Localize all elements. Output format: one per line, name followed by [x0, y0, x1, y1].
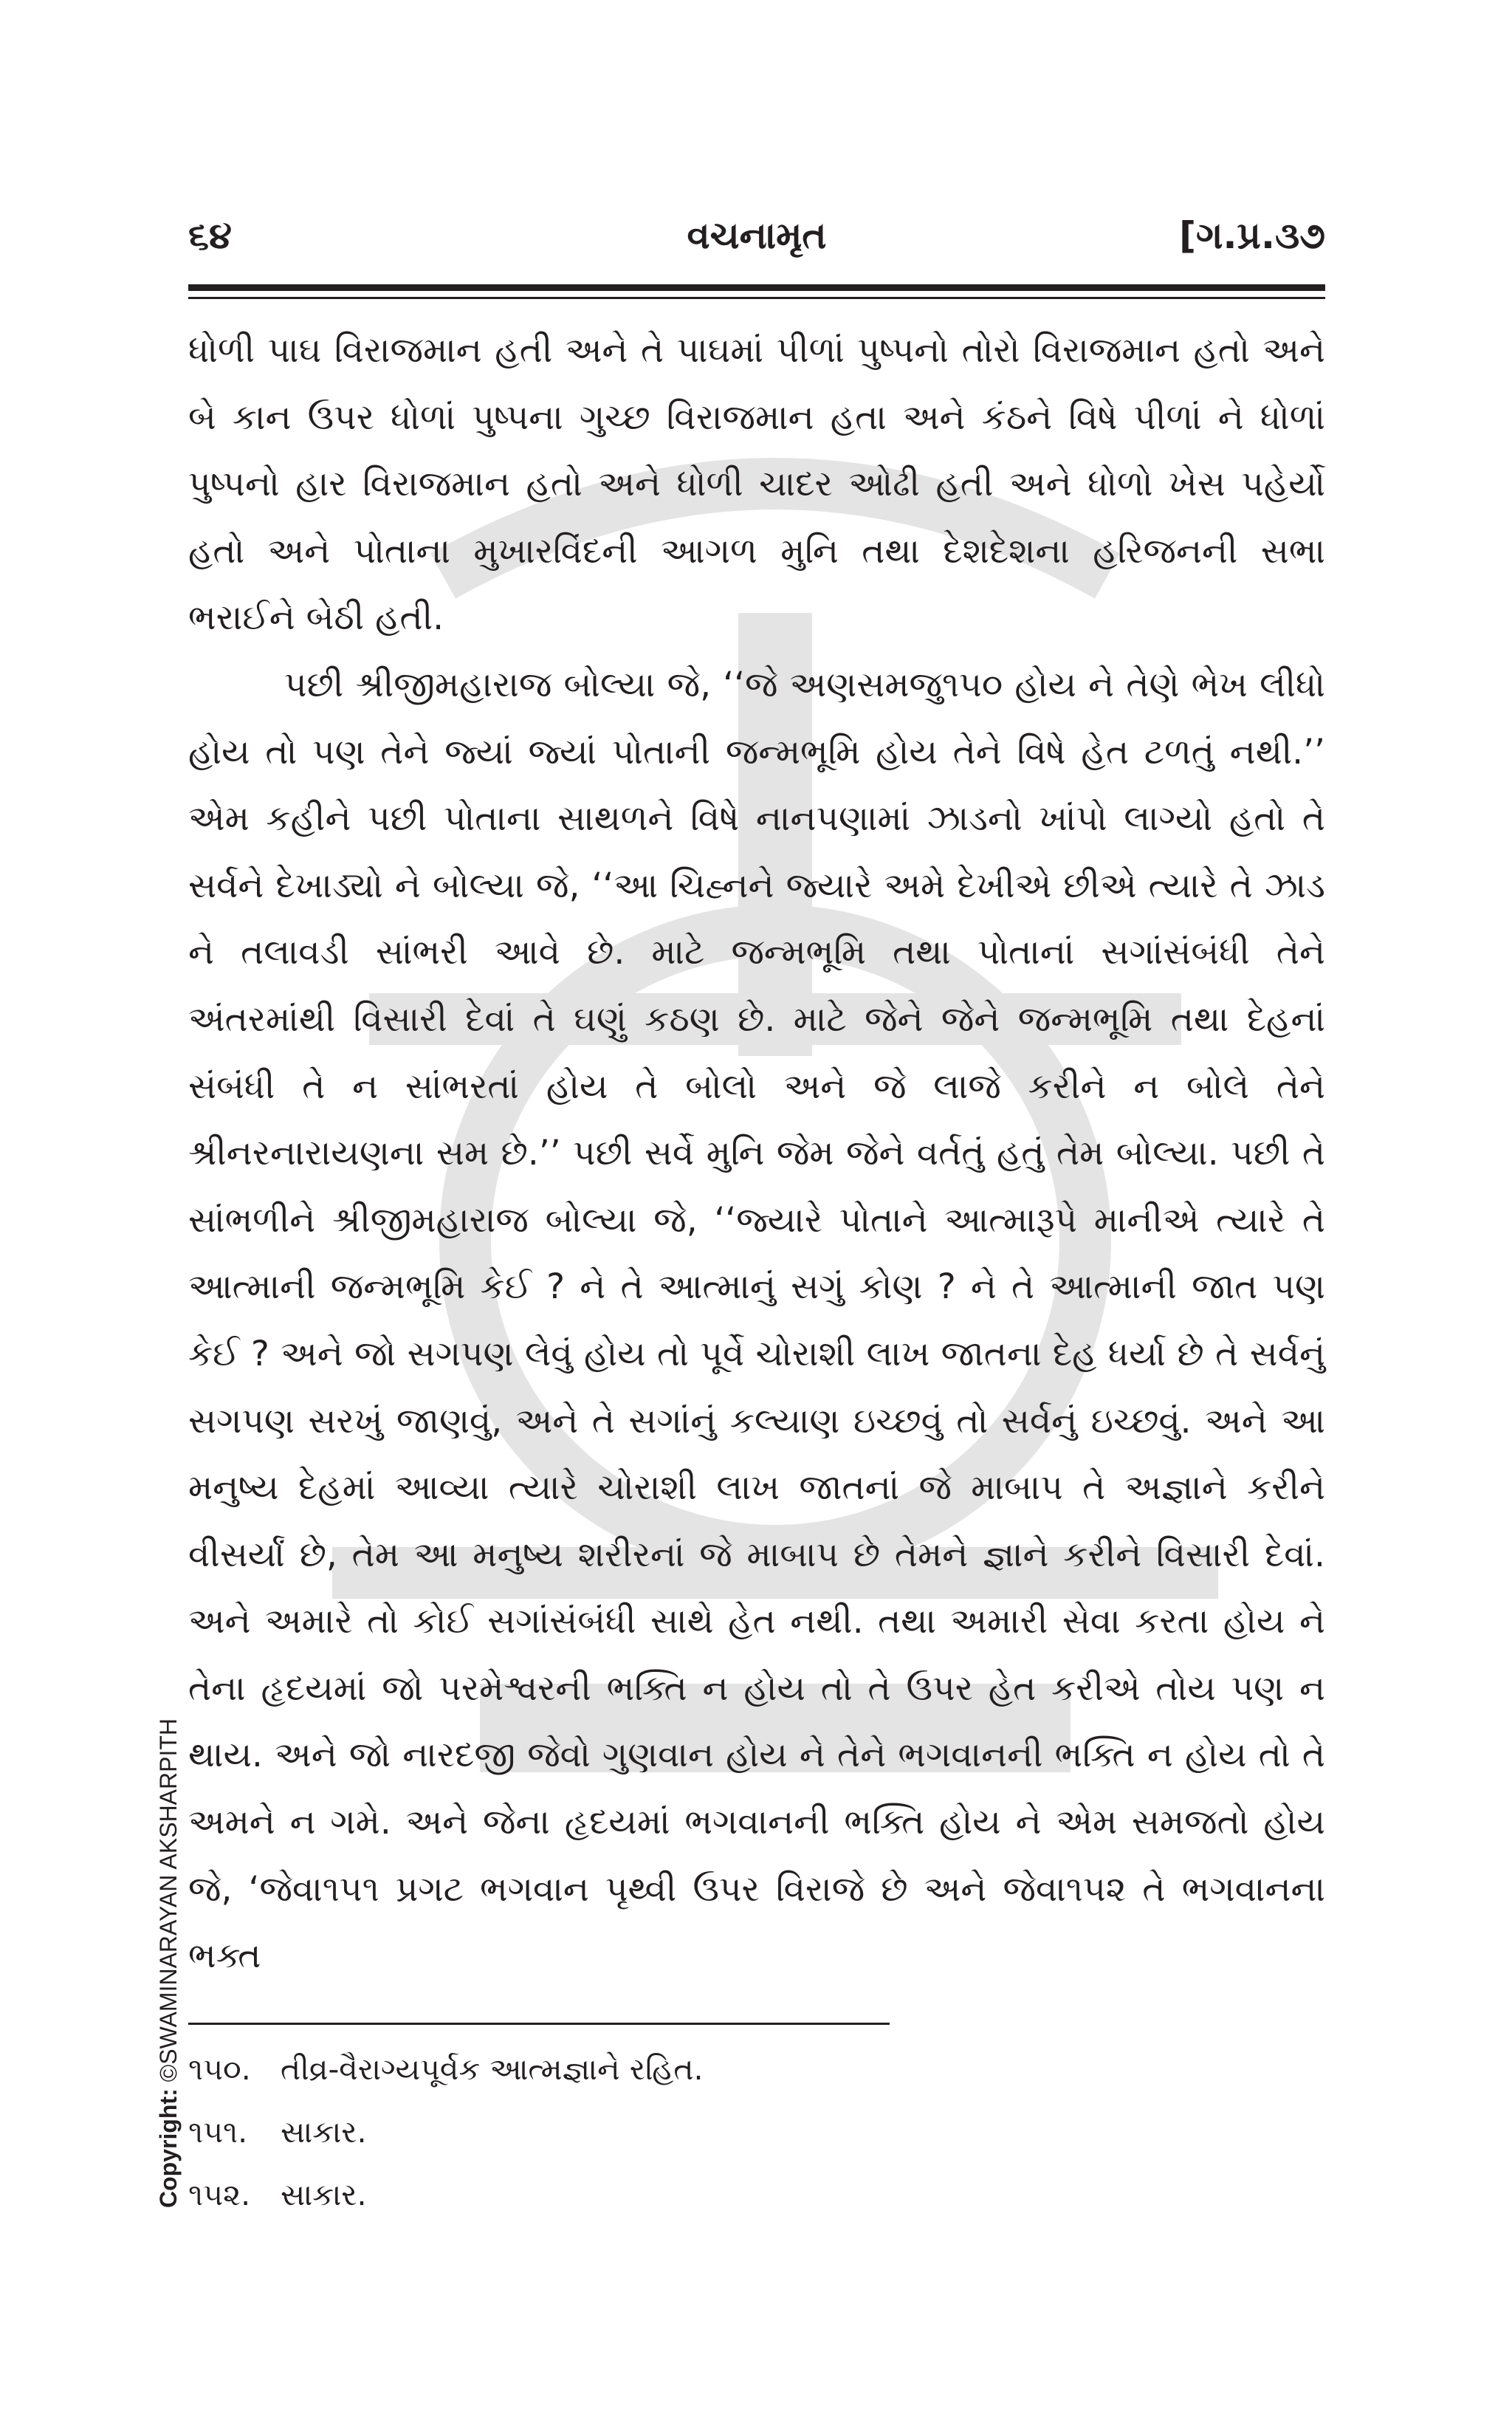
paragraph: પછી શ્રીજીમહારાજ બોલ્યા જે, ‘‘જે અણસમજુ૧૫૦ હોય ને તેણે ભેખ લીધો હોય તો પણ તેને જ્યાં જ્યાં પોતાની જન્મભૂમિ હોય તેને વિષે હેત ટળતું નથી.’’ એમ કહીને પછી પોતાના સાથળને વિષે નાનપણામાં ઝાડનો ખાંપો લાગ્યો હતો તે સર્વને દેખાડ્યો ને બોલ્યા જે, ‘‘આ ચિહ્નને જ્યારે અમે દેખીએ છીએ ત્યારે તે ઝાડ ને તલાવડી સાંભરી આવે છે. માટે જન્મભૂમિ તથા પોતાનાં સગાંસંબંધી તેને અંતરમાંથી વિસારી દેવાં તે ઘણું કઠણ છે. માટે જેને જેને જન્મભૂમિ તથા દેહનાં સંબંધી તે ન સાંભરતાં હોય તે બોલો અને જે લાજે કરીને ન બોલે તેને શ્રીનરનારાયણના સમ છે.’’ પછી સર્વે મુનિ જેમ જેને વર્તતું હતું તેમ બોલ્યા. પછી તે સાંભળીને શ્રીજીમહારાજ બોલ્યા જે, ‘‘જ્યારે પોતાને આત્મારૂપે માનીએ ત્યારે તે આત્માની જન્મભૂમિ કેઈ ? ને તે આત્માનું સગું કોણ ? ને તે આત્માની જાત પણ કેઈ ? અને જો સગપણ લેવું હોય તો પૂર્વે ચોરાશી લાખ જાતના દેહ ધર્યા છે તે સર્વનું સગપણ સરખું જાણવું, અને તે સગાંનું કલ્યાણ ઇચ્છવું તો સર્વનું ઇચ્છવું. અને આ મનુષ્ય દેહમાં આવ્યા ત્યારે ચોરાશી લાખ જાતનાં જે માબાપ તે અજ્ઞાને કરીને વીસર્યાં છે, તેમ આ મનુષ્ય શરીરનાં જે માબાપ છે તેમને જ્ઞાને કરીને વિસારી દેવાં. અને અમારે તો કોઈ સગાંસંબંધી સાથે હેત નથી. તથા અમારી સેવા કરતા હોય ને તેના હૃદયમાં જો પરમેશ્વરની ભક્તિ ન હોય તો તે ઉપર હેત કરીએ તોય પણ ન થાય. અને જો નારદજી જેવો ગુણવાન હોય ને તેને ભગવાનની ભક્તિ ન હોય તો તે અમને ન ગમે. અને જેના હૃદયમાં ભગવાનની ભક્તિ હોય ને એમ સમજતો હોય જે, ‘જેવા૧૫૧ પ્રગટ ભગવાન પૃથ્વી ઉપર વિરાજે છે અને જેવા૧૫૨ તે ભગવાનના ભક્ત	[188, 664, 1325, 1977]
copyright-label: Copyright:	[155, 2088, 182, 2208]
footnote-number: ૧૫૧.	[188, 2114, 248, 2150]
header-rule-thick	[188, 284, 1325, 291]
running-header	[188, 207, 1325, 273]
page-title: વચનામૃત	[687, 214, 827, 257]
footnote-separator	[188, 2023, 890, 2025]
footnote-item	[188, 2101, 1074, 2164]
footnotes	[188, 2038, 1074, 2226]
copyright-notice	[155, 1718, 182, 2208]
footnote-text: સાકાર.	[281, 2114, 367, 2150]
page-number: ૬૪	[188, 214, 232, 257]
footnote-text: તીવ્ર-વૈરાગ્યપૂર્વક આત્મજ્ઞાને રહિત.	[281, 2051, 704, 2087]
body-text	[188, 318, 1325, 1990]
header-rule-thin	[188, 297, 1325, 299]
paragraph: ધોળી પાઘ વિરાજમાન હતી અને તે પાઘમાં પીળાં પુષ્પનો તોરો વિરાજમાન હતો અને બે કાન ઉપર ધોળાં પુષ્પના ગુચ્છ વિરાજમાન હતા અને કંઠને વિષે પીળાં ને ધોળાં પુષ્પનો હાર વિરાજમાન હતો અને ધોળી ચાદર ઓઢી હતી અને ધોળો ખેસ પહેર્યો હતો અને પોતાના મુખારવિંદની આગળ મુનિ તથા દેશદેશના હરિજનની સભા ભરાઈને બેઠી હતી.	[188, 330, 1325, 639]
footnote-item	[188, 2038, 1074, 2101]
footnote-number: ૧૫૦.	[188, 2051, 251, 2087]
footnote-item	[188, 2164, 1074, 2226]
footnote-number: ૧૫૨.	[188, 2177, 251, 2212]
footnote-text: સાકાર.	[281, 2177, 367, 2212]
section-reference: [ગ.પ્ર.૩૭	[1179, 214, 1325, 257]
copyright-text: ©SWAMINARAYAN AKSHARPITH	[155, 1718, 182, 2082]
